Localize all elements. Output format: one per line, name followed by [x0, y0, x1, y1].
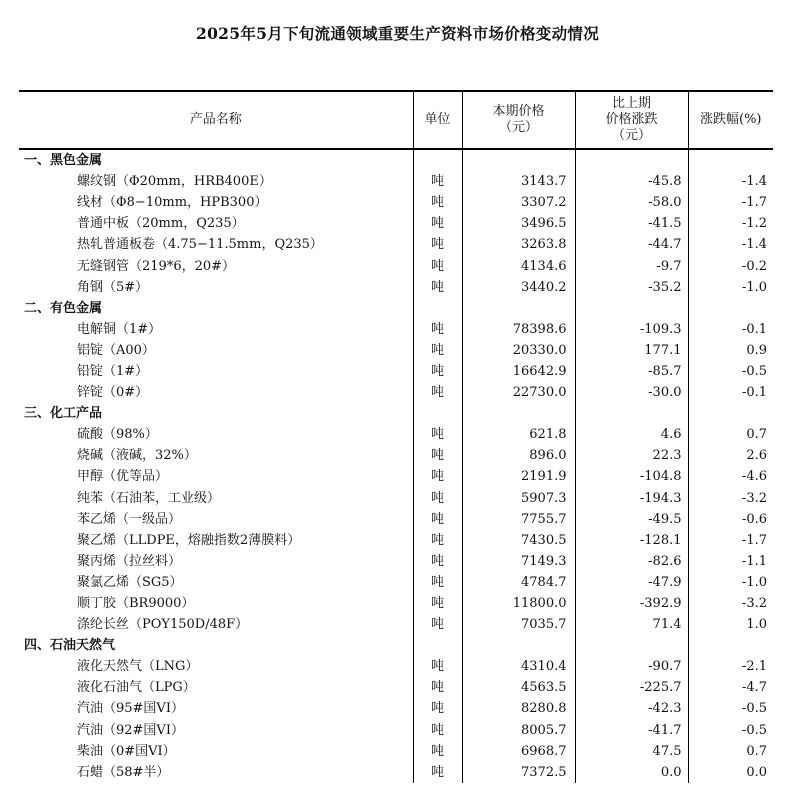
change-percent-cell: -2.1 [741, 659, 767, 675]
unit-cell [413, 635, 462, 656]
product-name: 液化石油气（LPG） [19, 677, 413, 698]
current-price-cell: 78398.6 [462, 319, 575, 340]
current-price-cell: 3496.5 [462, 213, 575, 234]
price-change-cell [575, 403, 688, 424]
unit-cell: 吨 [413, 234, 462, 255]
price-change-cell [575, 635, 688, 656]
current-price-cell: 16642.9 [462, 361, 575, 382]
current-price-cell: 7430.5 [462, 530, 575, 551]
change-percent-cell: -1.4 [741, 237, 767, 253]
change-percent-cell: -1.2 [741, 216, 767, 232]
price-change-cell: -45.8 [575, 171, 688, 192]
price-change-cell: 0.0 [575, 762, 688, 783]
category-row [19, 298, 773, 319]
table-row [19, 530, 773, 551]
unit-cell: 吨 [413, 656, 462, 677]
change-percent-cell: 0.7 [746, 427, 767, 443]
unit-cell: 吨 [413, 319, 462, 340]
current-price-cell [462, 403, 575, 424]
price-change-cell: -225.7 [575, 677, 688, 698]
category-name: 二、有色金属 [19, 298, 413, 319]
unit-cell: 吨 [413, 698, 462, 719]
price-change-cell: -49.5 [575, 509, 688, 530]
header-price-change-line2: 价格涨跌 [605, 112, 658, 127]
table-row [19, 698, 773, 719]
change-percent-cell [688, 149, 773, 171]
current-price-cell: 20330.0 [462, 340, 575, 361]
price-change-cell: 177.1 [575, 340, 688, 361]
table-header [19, 91, 773, 149]
change-percent-cell [688, 298, 773, 319]
table-row [19, 656, 773, 677]
price-change-cell: -41.5 [575, 213, 688, 234]
price-change-cell: -82.6 [575, 551, 688, 572]
change-percent-cell: -0.1 [741, 321, 767, 337]
price-change-cell: 22.3 [575, 445, 688, 466]
table-row [19, 213, 773, 234]
table-row [19, 762, 773, 783]
product-name: 电解铜（1#） [19, 319, 413, 340]
product-name: 聚氯乙烯（SG5） [19, 572, 413, 593]
current-price-cell: 8005.7 [462, 720, 575, 741]
header-price-change [575, 91, 688, 149]
unit-cell: 吨 [413, 762, 462, 783]
change-percent-cell: -0.5 [741, 363, 767, 379]
unit-cell: 吨 [413, 255, 462, 276]
change-percent-cell: -1.0 [741, 279, 767, 295]
table-row [19, 466, 773, 487]
change-percent-cell: -1.1 [741, 553, 767, 569]
table-row [19, 551, 773, 572]
current-price-cell: 4134.6 [462, 255, 575, 276]
product-name: 聚乙烯（LLDPE，熔融指数2薄膜料） [19, 530, 413, 551]
product-name: 顺丁胶（BR9000） [19, 593, 413, 614]
current-price-cell [462, 635, 575, 656]
unit-cell: 吨 [413, 509, 462, 530]
change-percent-cell: 2.6 [746, 448, 767, 464]
product-name: 纯苯（石油苯，工业级） [19, 488, 413, 509]
category-row [19, 149, 773, 171]
unit-cell: 吨 [413, 171, 462, 192]
current-price-cell: 4563.5 [462, 677, 575, 698]
table-row [19, 593, 773, 614]
table-body [19, 149, 773, 783]
header-product-name: 产品名称 [19, 91, 413, 149]
price-change-cell: 71.4 [575, 614, 688, 635]
product-name: 线材（Φ8−10mm，HPB300） [19, 192, 413, 213]
unit-cell: 吨 [413, 424, 462, 445]
current-price-cell: 2191.9 [462, 466, 575, 487]
unit-cell [413, 298, 462, 319]
price-change-cell: -47.9 [575, 572, 688, 593]
product-name: 石蜡（58#半） [19, 762, 413, 783]
unit-cell: 吨 [413, 192, 462, 213]
change-percent-cell: -3.2 [741, 490, 767, 506]
product-name: 苯乙烯（一级品） [19, 509, 413, 530]
table-row [19, 277, 773, 298]
header-unit: 单位 [413, 91, 462, 149]
table-row [19, 424, 773, 445]
product-name: 铅锭（1#） [19, 361, 413, 382]
category-name: 一、黑色金属 [19, 149, 413, 171]
product-name: 甲醇（优等品） [19, 466, 413, 487]
current-price-cell: 3263.8 [462, 234, 575, 255]
category-name: 四、石油天然气 [19, 635, 413, 656]
price-change-cell: -9.7 [575, 255, 688, 276]
change-percent-cell [688, 403, 773, 424]
price-change-cell [575, 298, 688, 319]
current-price-cell: 11800.0 [462, 593, 575, 614]
unit-cell: 吨 [413, 530, 462, 551]
price-change-cell: -35.2 [575, 277, 688, 298]
table-row [19, 340, 773, 361]
current-price-cell: 3440.2 [462, 277, 575, 298]
current-price-cell: 7372.5 [462, 762, 575, 783]
change-percent-cell: -0.2 [741, 258, 767, 274]
current-price-cell: 621.8 [462, 424, 575, 445]
current-price-cell: 22730.0 [462, 382, 575, 403]
table-row [19, 361, 773, 382]
header-current-price-line1: 本期价格 [492, 104, 545, 119]
current-price-cell: 3307.2 [462, 192, 575, 213]
current-price-cell: 8280.8 [462, 698, 575, 719]
price-change-cell: -42.3 [575, 698, 688, 719]
current-price-cell: 4310.4 [462, 656, 575, 677]
category-name: 三、化工产品 [19, 403, 413, 424]
table-row [19, 234, 773, 255]
table-row [19, 192, 773, 213]
unit-cell: 吨 [413, 614, 462, 635]
header-current-price [462, 91, 575, 149]
price-table [19, 90, 773, 783]
change-percent-cell [688, 635, 773, 656]
unit-cell [413, 149, 462, 171]
change-percent-cell: 0.0 [746, 764, 767, 780]
unit-cell: 吨 [413, 340, 462, 361]
product-name: 涤纶长丝（POY150D/48F） [19, 614, 413, 635]
product-name: 汽油（95#国VI） [19, 698, 413, 719]
current-price-cell: 7755.7 [462, 509, 575, 530]
change-percent-cell: -0.6 [741, 511, 767, 527]
price-change-cell: -104.8 [575, 466, 688, 487]
current-price-cell: 896.0 [462, 445, 575, 466]
unit-cell: 吨 [413, 466, 462, 487]
change-percent-cell: -3.2 [741, 596, 767, 612]
price-change-cell: 47.5 [575, 741, 688, 762]
price-change-cell: -58.0 [575, 192, 688, 213]
table-row [19, 572, 773, 593]
price-change-cell: -194.3 [575, 488, 688, 509]
product-name: 液化天然气（LNG） [19, 656, 413, 677]
change-percent-cell: -0.1 [741, 385, 767, 401]
change-percent-cell: -0.5 [741, 722, 767, 738]
table-row [19, 445, 773, 466]
header-price-change-line3: （元） [611, 128, 651, 143]
current-price-cell [462, 149, 575, 171]
current-price-cell: 5907.3 [462, 488, 575, 509]
price-change-cell: -41.7 [575, 720, 688, 741]
product-name: 普通中板（20mm，Q235） [19, 213, 413, 234]
table-row [19, 720, 773, 741]
table-row [19, 677, 773, 698]
price-change-cell: -85.7 [575, 361, 688, 382]
unit-cell: 吨 [413, 720, 462, 741]
product-name: 无缝钢管（219*6，20#） [19, 255, 413, 276]
product-name: 螺纹钢（Φ20mm，HRB400E） [19, 171, 413, 192]
change-percent-cell: 0.9 [746, 342, 767, 358]
price-change-cell: 4.6 [575, 424, 688, 445]
unit-cell: 吨 [413, 488, 462, 509]
current-price-cell: 7035.7 [462, 614, 575, 635]
current-price-cell: 3143.7 [462, 171, 575, 192]
price-change-cell: -90.7 [575, 656, 688, 677]
table-row [19, 509, 773, 530]
current-price-cell: 4784.7 [462, 572, 575, 593]
product-name: 铝锭（A00） [19, 340, 413, 361]
unit-cell: 吨 [413, 445, 462, 466]
change-percent-cell: -1.7 [741, 532, 767, 548]
unit-cell: 吨 [413, 572, 462, 593]
price-change-cell: -30.0 [575, 382, 688, 403]
change-percent-cell: -4.7 [741, 680, 767, 696]
change-percent-cell: -0.5 [741, 701, 767, 717]
product-name: 汽油（92#国VI） [19, 720, 413, 741]
product-name: 角钢（5#） [19, 277, 413, 298]
price-change-cell: -44.7 [575, 234, 688, 255]
price-change-cell: -109.3 [575, 319, 688, 340]
product-name: 烧碱（液碱，32%） [19, 445, 413, 466]
product-name: 硫酸（98%） [19, 424, 413, 445]
change-percent-cell: -1.4 [741, 174, 767, 190]
page-title: 2025年5月下旬流通领域重要生产资料市场价格变动情况 [195, 24, 600, 43]
current-price-cell: 6968.7 [462, 741, 575, 762]
change-percent-cell: -1.7 [741, 195, 767, 211]
unit-cell [413, 403, 462, 424]
change-percent-cell: 1.0 [746, 617, 767, 633]
header-price-change-line1: 比上期 [611, 96, 651, 111]
unit-cell: 吨 [413, 277, 462, 298]
unit-cell: 吨 [413, 741, 462, 762]
change-percent-cell: 0.7 [746, 743, 767, 759]
price-change-cell: -392.9 [575, 593, 688, 614]
price-change-cell [575, 149, 688, 171]
product-name: 锌锭（0#） [19, 382, 413, 403]
table-row [19, 382, 773, 403]
product-name: 柴油（0#国VI） [19, 741, 413, 762]
table-row [19, 488, 773, 509]
unit-cell: 吨 [413, 551, 462, 572]
unit-cell: 吨 [413, 593, 462, 614]
current-price-cell: 7149.3 [462, 551, 575, 572]
table-row [19, 255, 773, 276]
product-name: 聚丙烯（拉丝料） [19, 551, 413, 572]
unit-cell: 吨 [413, 382, 462, 403]
table-row [19, 171, 773, 192]
header-change-percent: 涨跌幅(%) [688, 91, 773, 149]
header-current-price-line2: （元） [498, 120, 538, 135]
category-row [19, 635, 773, 656]
table-row [19, 741, 773, 762]
product-name: 热轧普通板卷（4.75−11.5mm，Q235） [19, 234, 413, 255]
unit-cell: 吨 [413, 361, 462, 382]
change-percent-cell: -4.6 [741, 469, 767, 485]
unit-cell: 吨 [413, 213, 462, 234]
category-row [19, 403, 773, 424]
current-price-cell [462, 298, 575, 319]
table-row [19, 319, 773, 340]
unit-cell: 吨 [413, 677, 462, 698]
price-change-cell: -128.1 [575, 530, 688, 551]
table-row [19, 614, 773, 635]
change-percent-cell: -1.0 [741, 574, 767, 590]
